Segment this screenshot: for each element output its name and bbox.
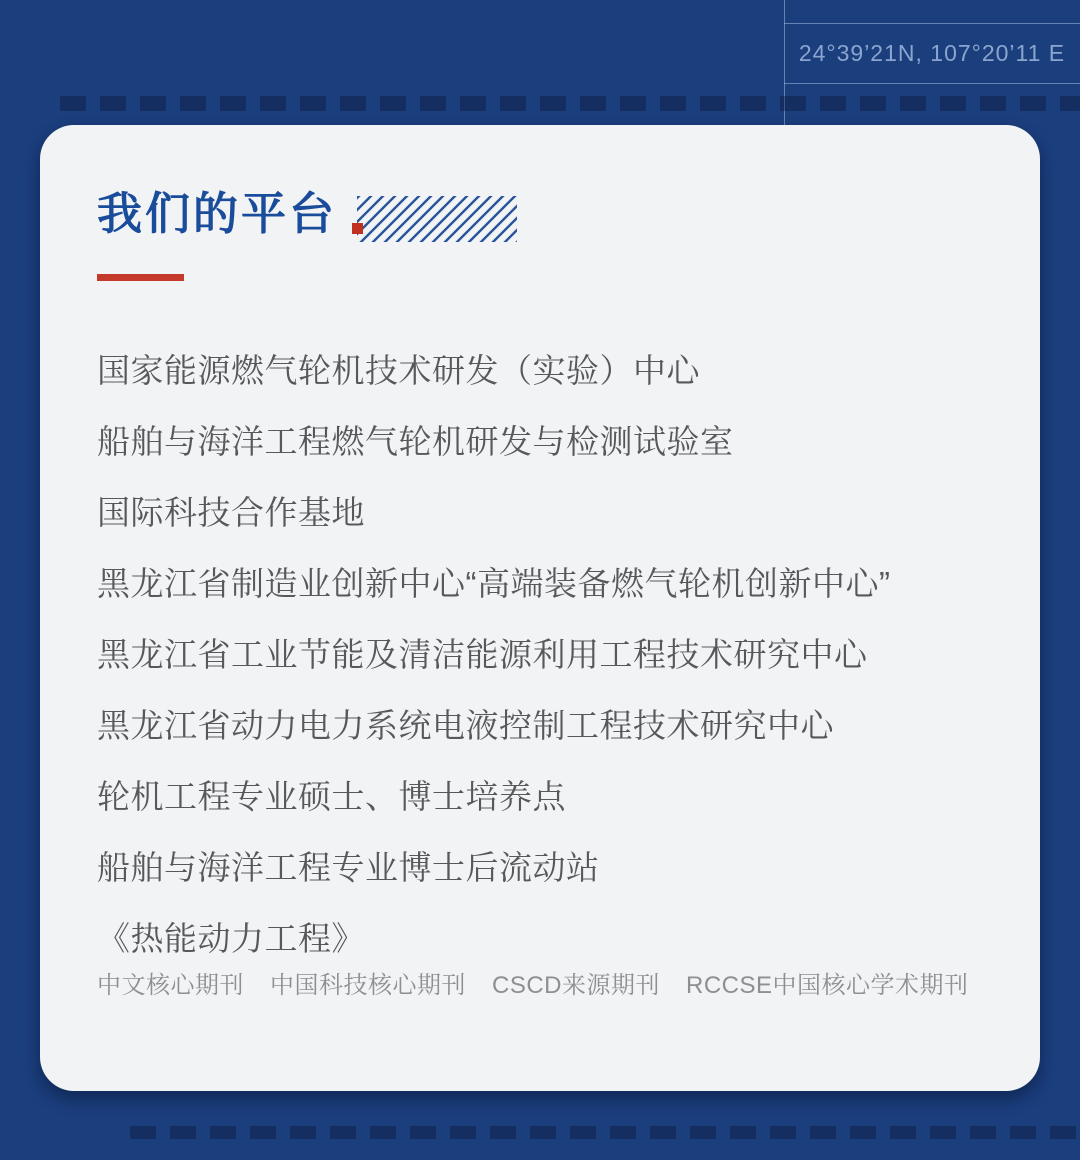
coordinates-panel-bottom-line	[784, 83, 1080, 84]
platform-item: 黑龙江省工业节能及清洁能源利用工程技术研究中心	[97, 636, 868, 673]
title-underline	[97, 274, 184, 281]
platform-item: 黑龙江省制造业创新中心“高端装备燃气轮机创新中心”	[97, 565, 891, 602]
platform-item: 国家能源燃气轮机技术研发（实验）中心	[97, 352, 700, 389]
platform-item-journal	[97, 919, 990, 1000]
title-decoration	[352, 196, 520, 242]
platform-item: 船舶与海洋工程专业博士后流动站	[97, 849, 600, 886]
watermark-strip-top	[60, 96, 1080, 111]
platform-item: 船舶与海洋工程燃气轮机研发与检测试验室	[97, 423, 734, 460]
accreditation-label: RCCSE中国核心学术期刊	[686, 972, 969, 999]
accreditation-label: CSCD来源期刊	[492, 972, 661, 999]
journal-accreditations	[97, 972, 990, 1000]
watermark-strip-bottom	[130, 1126, 1080, 1139]
gps-coordinates-label: 24°39’21N, 107°20’11 E	[798, 40, 1066, 66]
diagonal-hatch-pattern	[357, 196, 517, 242]
platform-item: 国际科技合作基地	[97, 494, 365, 531]
platform-item: 轮机工程专业硕士、博士培养点	[97, 778, 566, 815]
platform-list	[97, 351, 990, 1000]
journal-title: 《热能动力工程》	[97, 920, 365, 957]
red-square-accent	[352, 223, 363, 234]
accreditation-label: 中文核心期刊	[97, 972, 244, 999]
section-title: 我们的平台	[97, 188, 338, 239]
accreditation-label: 中国科技核心期刊	[270, 972, 466, 999]
platforms-card	[40, 125, 1040, 1091]
platform-item: 黑龙江省动力电力系统电液控制工程技术研究中心	[97, 707, 834, 744]
